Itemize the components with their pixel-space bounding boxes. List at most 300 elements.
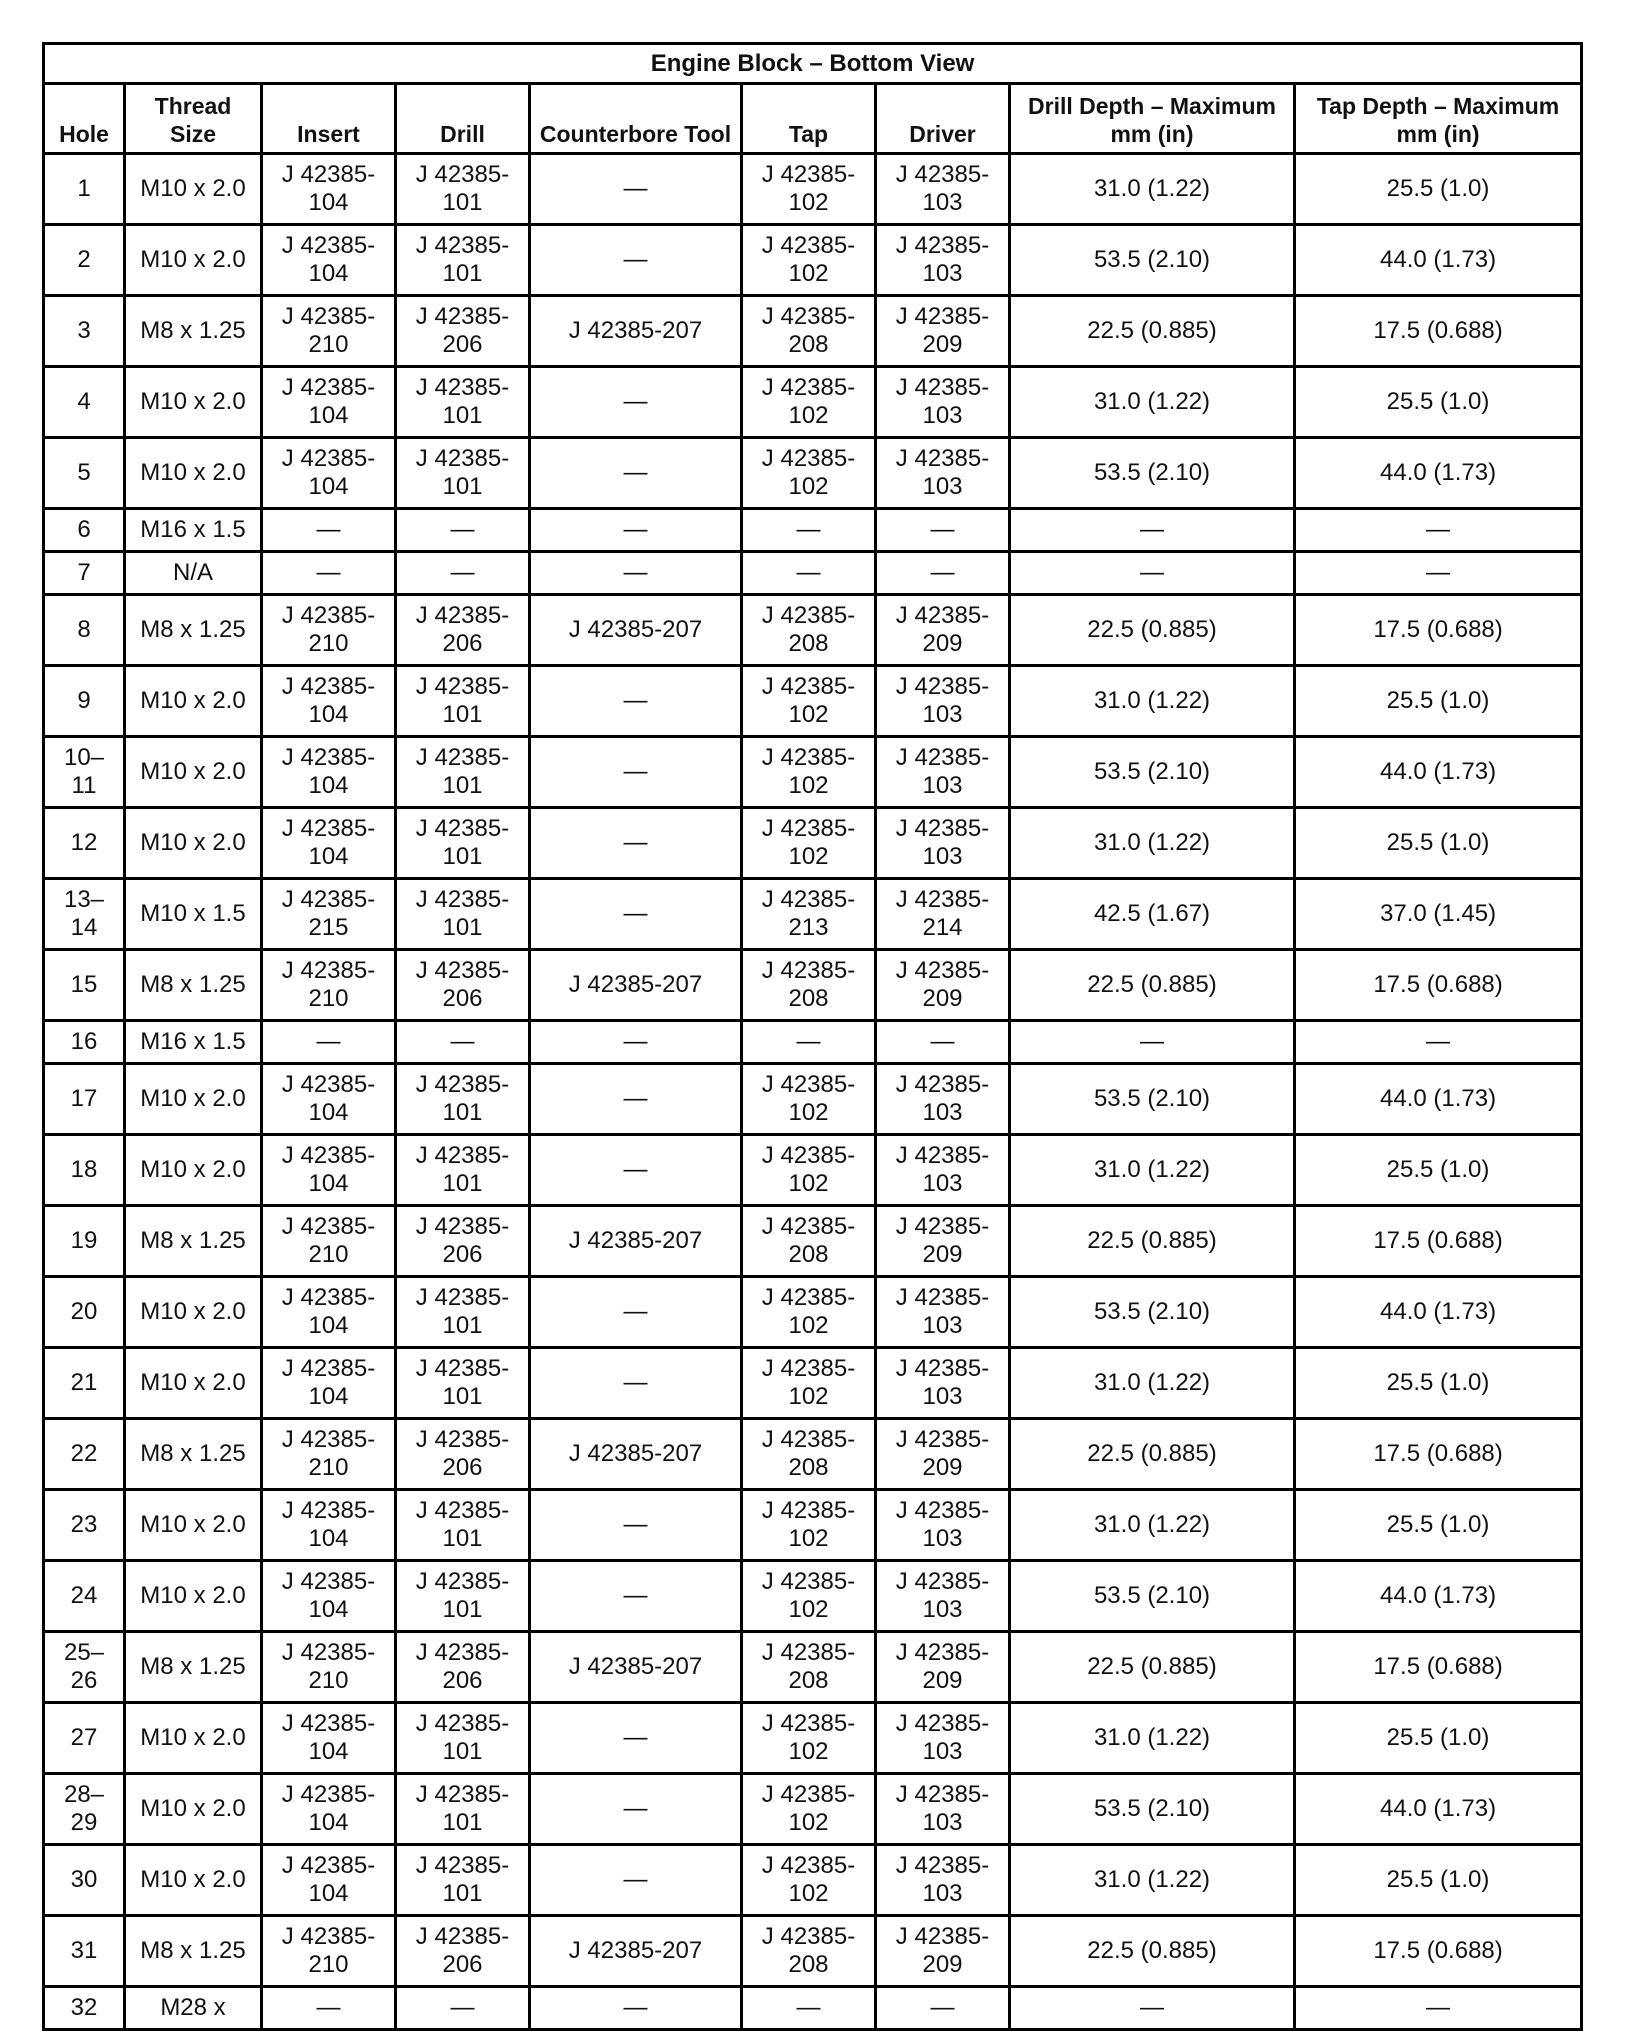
- header-hole: Hole: [44, 84, 125, 154]
- cell-tap-depth: [1295, 808, 1582, 879]
- cell-hole: [44, 950, 125, 1021]
- cell-drill: [396, 1277, 530, 1348]
- cell-text: J 42385-102: [761, 1284, 856, 1339]
- cell-text: 12: [70, 829, 98, 856]
- cell-text: M10 x 2.0: [140, 175, 246, 202]
- cell-hole: [44, 1277, 125, 1348]
- cell-text: —: [623, 559, 648, 586]
- cell-text: J 42385-207: [568, 616, 703, 643]
- cell-drill: [396, 595, 530, 666]
- table-row: [44, 154, 1582, 225]
- cell-text: J 42385-102: [761, 1355, 856, 1410]
- cell-drill: [396, 367, 530, 438]
- cell-text: J 42385-102: [761, 1568, 856, 1623]
- cell-text: J 42385-104: [281, 1781, 376, 1836]
- cell-counterbore-tool: [530, 1135, 742, 1206]
- cell-thread-size: [125, 1774, 262, 1845]
- cell-text: 3: [77, 317, 91, 344]
- cell-drill: [396, 1419, 530, 1490]
- cell-text: 22.5 (0.885): [1087, 317, 1217, 344]
- cell-tap: [742, 595, 876, 666]
- cell-tap-depth: [1295, 1916, 1582, 1987]
- cell-thread-size: [125, 1135, 262, 1206]
- cell-hole: [44, 154, 125, 225]
- table-row: [44, 1277, 1582, 1348]
- cell-driver: [876, 438, 1010, 509]
- cell-text: 27: [70, 1724, 98, 1751]
- cell-text: J 42385-206: [415, 1426, 510, 1481]
- cell-thread-size: [125, 808, 262, 879]
- cell-text: 53.5 (2.10): [1093, 459, 1211, 486]
- cell-counterbore-tool: [530, 1277, 742, 1348]
- cell-text: M10 x 2.0: [140, 1582, 246, 1609]
- cell-thread-size: [125, 1916, 262, 1987]
- cell-tap-depth: [1295, 1419, 1582, 1490]
- cell-text: J 42385-103: [895, 744, 990, 799]
- cell-counterbore-tool: [530, 296, 742, 367]
- cell-text: 17.5 (0.688): [1373, 1227, 1503, 1254]
- cell-tap-depth: [1295, 737, 1582, 808]
- cell-tap: [742, 296, 876, 367]
- cell-text: J 42385-103: [895, 1852, 990, 1907]
- cell-text: J 42385-208: [761, 1923, 856, 1978]
- cell-tap: [742, 879, 876, 950]
- cell-text: —: [623, 1511, 648, 1538]
- cell-tap: [742, 225, 876, 296]
- header-driver: Driver: [876, 84, 1010, 154]
- table-row: [44, 1774, 1582, 1845]
- cell-text: J 42385-209: [895, 957, 990, 1012]
- cell-tap-depth: [1295, 1135, 1582, 1206]
- cell-text: M10 x 2.0: [140, 1085, 246, 1112]
- cell-text: —: [1426, 516, 1451, 543]
- cell-text: J 42385-102: [761, 1710, 856, 1765]
- cell-text: 25.5 (1.0): [1386, 1156, 1490, 1183]
- cell-thread-size: [125, 225, 262, 296]
- cell-text: 7: [77, 559, 91, 586]
- cell-hole: [44, 666, 125, 737]
- cell-text: —: [450, 516, 475, 543]
- cell-text: 25–​26: [63, 1639, 105, 1694]
- cell-drill-depth: [1010, 1064, 1295, 1135]
- cell-text: 25.5 (1.0): [1386, 1724, 1490, 1751]
- cell-text: 4: [77, 388, 91, 415]
- cell-drill-depth: [1010, 154, 1295, 225]
- cell-tap: [742, 1703, 876, 1774]
- cell-thread-size: [125, 509, 262, 552]
- cell-hole: [44, 552, 125, 595]
- cell-tap: [742, 1021, 876, 1064]
- cell-text: M10 x 2.0: [140, 1511, 246, 1538]
- cell-text: J 42385-210: [281, 1213, 376, 1268]
- cell-text: —: [623, 1028, 648, 1055]
- cell-text: M8 x 1.25: [140, 971, 246, 998]
- cell-text: 22.5 (0.885): [1087, 1227, 1217, 1254]
- cell-driver: [876, 1632, 1010, 1703]
- cell-insert: [262, 1348, 396, 1419]
- cell-drill-depth: [1010, 296, 1295, 367]
- cell-text: 1: [77, 175, 91, 202]
- header-counterbore-tool: Counterbore Tool: [530, 84, 742, 154]
- cell-insert: [262, 1490, 396, 1561]
- cell-text: J 42385-102: [761, 445, 856, 500]
- header-insert: Insert: [262, 84, 396, 154]
- cell-hole: [44, 879, 125, 950]
- cell-text: 53.5 (2.10): [1093, 758, 1211, 785]
- table-body: [44, 154, 1582, 2030]
- cell-tap: [742, 1774, 876, 1845]
- cell-drill: [396, 509, 530, 552]
- cell-text: M8 x 1.25: [140, 1227, 246, 1254]
- cell-insert: [262, 1774, 396, 1845]
- cell-thread-size: [125, 367, 262, 438]
- cell-driver: [876, 509, 1010, 552]
- cell-text: J 42385-101: [415, 1355, 510, 1410]
- cell-text: J 42385-103: [895, 1568, 990, 1623]
- cell-drill-depth: [1010, 1135, 1295, 1206]
- cell-text: 31.0 (1.22): [1093, 175, 1211, 202]
- cell-text: 19: [70, 1227, 98, 1254]
- cell-drill: [396, 1916, 530, 1987]
- cell-driver: [876, 1277, 1010, 1348]
- cell-text: M10 x 2.0: [140, 459, 246, 486]
- cell-text: 53.5 (2.10): [1093, 246, 1211, 273]
- cell-thread-size: [125, 1064, 262, 1135]
- cell-text: 22.5 (0.885): [1087, 971, 1217, 998]
- cell-tap-depth: [1295, 296, 1582, 367]
- cell-text: 17.5 (0.688): [1373, 1937, 1503, 1964]
- cell-hole: [44, 595, 125, 666]
- cell-tap: [742, 1916, 876, 1987]
- cell-text: J 42385-103: [895, 1284, 990, 1339]
- cell-hole: [44, 1916, 125, 1987]
- cell-drill-depth: [1010, 1277, 1295, 1348]
- table-row: [44, 737, 1582, 808]
- cell-text: J 42385-209: [895, 1426, 990, 1481]
- cell-drill-depth: [1010, 1916, 1295, 1987]
- cell-text: 53.5 (2.10): [1093, 1085, 1211, 1112]
- cell-drill-depth: [1010, 1703, 1295, 1774]
- cell-tap: [742, 1064, 876, 1135]
- cell-text: J 42385-104: [281, 1568, 376, 1623]
- cell-text: —: [623, 687, 648, 714]
- cell-counterbore-tool: [530, 438, 742, 509]
- cell-text: J 42385-103: [895, 374, 990, 429]
- table-row: [44, 879, 1582, 950]
- cell-driver: [876, 1561, 1010, 1632]
- cell-text: J 42385-102: [761, 1852, 856, 1907]
- cell-drill: [396, 1348, 530, 1419]
- cell-text: J 42385-101: [415, 744, 510, 799]
- cell-text: 23: [70, 1511, 98, 1538]
- cell-text: —: [796, 1994, 821, 2021]
- cell-text: 22.5 (0.885): [1087, 1653, 1217, 1680]
- cell-text: M10 x 2.0: [140, 1795, 246, 1822]
- header-thread-size: Thread Size: [125, 84, 262, 154]
- cell-text: —: [1426, 1994, 1451, 2021]
- cell-tap-depth: [1295, 552, 1582, 595]
- cell-tap-depth: [1295, 1206, 1582, 1277]
- cell-counterbore-tool: [530, 1021, 742, 1064]
- cell-text: J 42385-104: [281, 673, 376, 728]
- cell-hole: [44, 1987, 125, 2030]
- cell-text: —: [450, 1028, 475, 1055]
- cell-hole: [44, 808, 125, 879]
- table-row: [44, 666, 1582, 737]
- cell-text: J 42385-208: [761, 1426, 856, 1481]
- cell-text: J 42385-209: [895, 303, 990, 358]
- table-row: [44, 1703, 1582, 1774]
- cell-text: J 42385-104: [281, 374, 376, 429]
- cell-driver: [876, 1348, 1010, 1419]
- cell-text: M10 x 2.0: [140, 388, 246, 415]
- cell-drill: [396, 296, 530, 367]
- cell-drill-depth: [1010, 1206, 1295, 1277]
- cell-text: M10 x 1.5: [140, 900, 246, 927]
- cell-insert: [262, 1987, 396, 2030]
- table-title: Engine Block – Bottom View: [44, 44, 1582, 84]
- cell-text: —: [316, 516, 341, 543]
- cell-tap: [742, 438, 876, 509]
- table-row: [44, 1419, 1582, 1490]
- cell-tap-depth: [1295, 1490, 1582, 1561]
- cell-hole: [44, 1561, 125, 1632]
- cell-hole: [44, 1021, 125, 1064]
- cell-text: J 42385-208: [761, 303, 856, 358]
- table-row: [44, 1135, 1582, 1206]
- cell-driver: [876, 1987, 1010, 2030]
- cell-tap-depth: [1295, 879, 1582, 950]
- cell-insert: [262, 1419, 396, 1490]
- cell-counterbore-tool: [530, 154, 742, 225]
- cell-text: J 42385-209: [895, 1923, 990, 1978]
- cell-text: J 42385-104: [281, 161, 376, 216]
- cell-driver: [876, 808, 1010, 879]
- cell-drill: [396, 1703, 530, 1774]
- cell-counterbore-tool: [530, 1845, 742, 1916]
- cell-text: 31.0 (1.22): [1093, 1369, 1211, 1396]
- cell-text: 15: [70, 971, 98, 998]
- cell-text: M8 x 1.25: [140, 1440, 246, 1467]
- cell-tap-depth: [1295, 1348, 1582, 1419]
- cell-text: J 42385-101: [415, 815, 510, 870]
- cell-text: 37.0 (1.45): [1380, 900, 1497, 927]
- cell-tap-depth: [1295, 154, 1582, 225]
- cell-tap: [742, 1561, 876, 1632]
- cell-text: —: [623, 758, 648, 785]
- cell-text: J 42385-101: [415, 673, 510, 728]
- cell-text: J 42385-104: [281, 1497, 376, 1552]
- header-drill-depth: Drill Depth – Maximum mm (in): [1010, 84, 1295, 154]
- cell-drill: [396, 1845, 530, 1916]
- cell-drill: [396, 1987, 530, 2030]
- cell-drill-depth: [1010, 1561, 1295, 1632]
- cell-text: 28–​29: [63, 1781, 105, 1836]
- cell-insert: [262, 1632, 396, 1703]
- cell-tap: [742, 509, 876, 552]
- cell-text: J 42385-104: [281, 1284, 376, 1339]
- cell-tap-depth: [1295, 367, 1582, 438]
- cell-drill-depth: [1010, 1419, 1295, 1490]
- cell-text: 25.5 (1.0): [1386, 1369, 1490, 1396]
- cell-text: —: [623, 900, 648, 927]
- cell-insert: [262, 737, 396, 808]
- cell-text: J 42385-101: [415, 1710, 510, 1765]
- cell-text: J 42385-213: [761, 886, 856, 941]
- cell-text: —: [1140, 1994, 1164, 2021]
- cell-driver: [876, 1206, 1010, 1277]
- cell-text: J 42385-206: [415, 1923, 510, 1978]
- cell-counterbore-tool: [530, 879, 742, 950]
- cell-tap: [742, 552, 876, 595]
- cell-text: —: [623, 459, 648, 486]
- cell-text: J 42385-206: [415, 1213, 510, 1268]
- cell-text: 44.0 (1.73): [1380, 246, 1497, 273]
- cell-text: 25.5 (1.0): [1386, 1866, 1490, 1893]
- table-row: [44, 1561, 1582, 1632]
- cell-counterbore-tool: [530, 1632, 742, 1703]
- cell-insert: [262, 950, 396, 1021]
- cell-text: 31: [70, 1937, 98, 1964]
- cell-text: J 42385-103: [895, 1355, 990, 1410]
- cell-text: J 42385-103: [895, 673, 990, 728]
- cell-counterbore-tool: [530, 367, 742, 438]
- cell-text: 17: [70, 1085, 98, 1112]
- cell-driver: [876, 1064, 1010, 1135]
- table-row: [44, 1845, 1582, 1916]
- cell-text: 32: [70, 1994, 98, 2021]
- cell-drill: [396, 1632, 530, 1703]
- cell-tap: [742, 666, 876, 737]
- cell-text: J 42385-210: [281, 1426, 376, 1481]
- cell-text: 44.0 (1.73): [1380, 1582, 1497, 1609]
- cell-tap-depth: [1295, 1774, 1582, 1845]
- cell-text: 31.0 (1.22): [1093, 1724, 1211, 1751]
- cell-text: J 42385-103: [895, 161, 990, 216]
- cell-insert: [262, 1703, 396, 1774]
- cell-hole: [44, 296, 125, 367]
- cell-thread-size: [125, 595, 262, 666]
- cell-drill: [396, 1561, 530, 1632]
- cell-text: J 42385-101: [415, 1497, 510, 1552]
- cell-text: M28 x: [160, 1994, 226, 2021]
- cell-text: J 42385-102: [761, 1497, 856, 1552]
- cell-drill-depth: [1010, 1348, 1295, 1419]
- cell-driver: [876, 154, 1010, 225]
- cell-text: 6: [77, 516, 91, 543]
- table-row: [44, 1490, 1582, 1561]
- cell-text: J 42385-210: [281, 957, 376, 1012]
- cell-text: J 42385-104: [281, 1710, 376, 1765]
- cell-tap: [742, 1348, 876, 1419]
- cell-text: J 42385-101: [415, 232, 510, 287]
- cell-insert: [262, 1021, 396, 1064]
- cell-text: J 42385-214: [895, 886, 990, 941]
- cell-text: 25.5 (1.0): [1386, 687, 1490, 714]
- cell-text: J 42385-210: [281, 602, 376, 657]
- cell-thread-size: [125, 1206, 262, 1277]
- cell-insert: [262, 808, 396, 879]
- cell-text: M16 x 1.5: [140, 516, 246, 543]
- cell-text: —: [796, 1028, 821, 1055]
- table-row: [44, 1916, 1582, 1987]
- cell-drill: [396, 666, 530, 737]
- cell-text: J 42385-209: [895, 1639, 990, 1694]
- cell-tap: [742, 808, 876, 879]
- cell-text: J 42385-210: [281, 1639, 376, 1694]
- cell-text: J 42385-102: [761, 744, 856, 799]
- cell-text: 22.5 (0.885): [1087, 1440, 1217, 1467]
- cell-drill: [396, 225, 530, 296]
- cell-driver: [876, 1845, 1010, 1916]
- cell-text: —: [316, 1994, 341, 2021]
- cell-drill: [396, 1206, 530, 1277]
- cell-text: —: [623, 516, 648, 543]
- table-row: [44, 225, 1582, 296]
- cell-insert: [262, 1561, 396, 1632]
- cell-thread-size: [125, 737, 262, 808]
- cell-text: 53.5 (2.10): [1093, 1298, 1211, 1325]
- cell-driver: [876, 1021, 1010, 1064]
- cell-insert: [262, 438, 396, 509]
- cell-drill: [396, 1064, 530, 1135]
- cell-text: —: [450, 559, 475, 586]
- cell-text: J 42385-209: [895, 602, 990, 657]
- cell-driver: [876, 950, 1010, 1021]
- cell-text: 25.5 (1.0): [1386, 829, 1490, 856]
- cell-text: J 42385-104: [281, 1355, 376, 1410]
- cell-thread-size: [125, 1277, 262, 1348]
- cell-counterbore-tool: [530, 1774, 742, 1845]
- cell-tap-depth: [1295, 1845, 1582, 1916]
- cell-thread-size: [125, 1561, 262, 1632]
- cell-drill: [396, 950, 530, 1021]
- cell-text: —: [623, 1724, 648, 1751]
- cell-text: J 42385-104: [281, 445, 376, 500]
- cell-text: N/A: [172, 559, 213, 586]
- cell-text: J 42385-208: [761, 1213, 856, 1268]
- cell-text: J 42385-102: [761, 1781, 856, 1836]
- cell-text: 2: [77, 246, 91, 273]
- cell-text: —: [623, 175, 648, 202]
- table-row: [44, 1206, 1582, 1277]
- cell-text: J 42385-209: [895, 1213, 990, 1268]
- cell-text: J 42385-104: [281, 815, 376, 870]
- cell-driver: [876, 595, 1010, 666]
- cell-tap: [742, 1277, 876, 1348]
- table-row: [44, 808, 1582, 879]
- cell-text: —: [623, 1369, 648, 1396]
- header-tap: Tap: [742, 84, 876, 154]
- cell-text: J 42385-208: [761, 1639, 856, 1694]
- table-row: [44, 438, 1582, 509]
- cell-text: 31.0 (1.22): [1093, 687, 1211, 714]
- cell-counterbore-tool: [530, 1561, 742, 1632]
- cell-insert: [262, 879, 396, 950]
- cell-text: —: [796, 559, 821, 586]
- cell-text: 30: [70, 1866, 98, 1893]
- cell-drill: [396, 154, 530, 225]
- cell-text: M10 x 2.0: [140, 1866, 246, 1893]
- cell-text: —: [1140, 516, 1164, 543]
- cell-drill-depth: [1010, 1845, 1295, 1916]
- cell-text: 31.0 (1.22): [1093, 1511, 1211, 1538]
- cell-counterbore-tool: [530, 1348, 742, 1419]
- cell-drill-depth: [1010, 509, 1295, 552]
- cell-driver: [876, 737, 1010, 808]
- cell-text: 21: [70, 1369, 98, 1396]
- cell-text: J 42385-206: [415, 303, 510, 358]
